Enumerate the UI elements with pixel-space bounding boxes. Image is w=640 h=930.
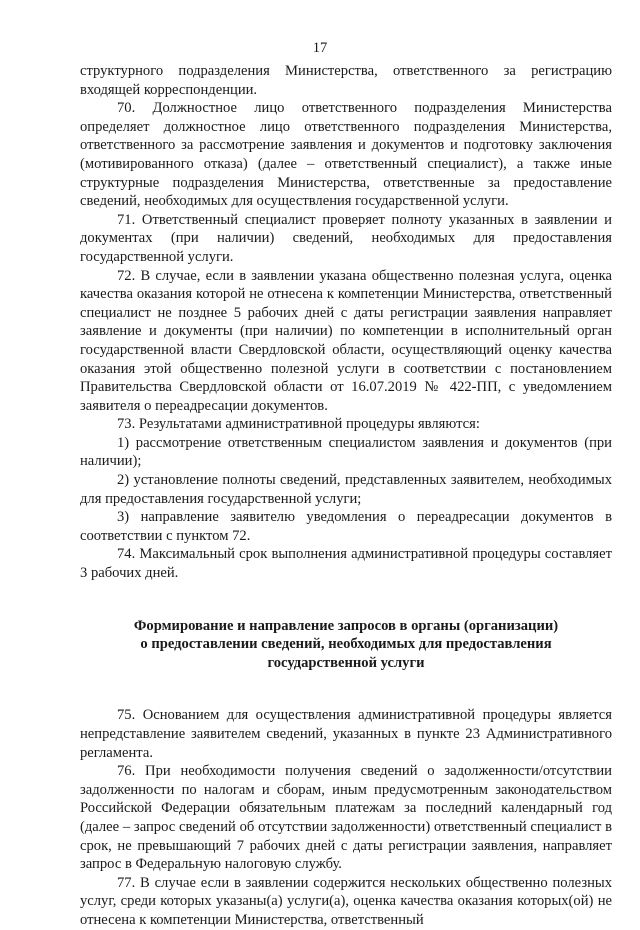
list-item-2: 2) установление полноты сведений, представленных заявителем, необходимых для предоставления государственной услуги; <box>80 472 612 507</box>
list-item-1: 1) рассмотрение ответственным специалистом заявления и документов (при наличии); <box>80 434 612 470</box>
paragraph-75: 75. Основанием для осуществления административной процедуры является непредставление заявителем сведений, указанных в пункте 23 Административного регламента. <box>80 707 612 761</box>
section-heading-line-1: Формирование и направление запросов в органы (организации) <box>133 617 559 634</box>
page-number: 17 <box>312 40 328 56</box>
paragraph-73: 73. Результатами административной процедуры являются: <box>117 416 480 433</box>
section-heading-line-3: государственной услуги <box>267 654 425 671</box>
paragraph-77: 77. В случае если в заявлении содержится нескольких общественно полезных услуг, среди которых указаны(а) услуги(а), оценка качества оказания которых(ой) не отнесена к компетенции Министерства, ответственный <box>80 874 612 928</box>
section-heading <box>80 617 612 673</box>
section-heading-line-2: о предоставлении сведений, необходимых для предоставления <box>140 636 552 653</box>
document-body <box>80 62 612 930</box>
paragraph-continuation: структурного подразделения Министерства, ответственного за регистрацию входящей корреспонденции. <box>80 63 612 98</box>
paragraph-76: 76. При необходимости получения сведений о задолженности/отсутствии задолженности по налогам и сборам, иным предусмотренным законодательством Российской Федерации обязательным платежам за последний календарный год (далее – запрос сведений об отсутствии задолженности) ответственный специалист в срок, не превышающий 7 рабочих дней с даты регистрации заявления, направляет запрос в Федеральную налоговую службу. <box>80 763 612 873</box>
list-item-3: 3) направление заявителю уведомления о переадресации документов в соответствии с пунктом 72. <box>80 509 612 544</box>
paragraph-72: 72. В случае, если в заявлении указана общественно полезная услуга, оценка качества оказания которой не отнесена к компетенции Министерства, ответственный специалист не позднее 5 рабочих дней с даты регистрации заявления направляет заявление и документы (при наличии) по компетенции в исполнительный орган государственной власти Свердловской области, осуществляющий оценку качества оказания этой общественно полезной услуги в соответствии с постановлением Правительства Свердловской области от 16.07.2019 № 422-ПП, с уведомлением заявителя о переадресации документов. <box>80 267 612 414</box>
paragraph-70: 70. Должностное лицо ответственного подразделения Министерства определяет должностное лицо ответственного подразделения Министерства, ответственного за рассмотрение заявления и документов и подготовку заключения (мотивированного отказа) (далее – ответственный специалист), а также иные структурные подразделения Министерства, ответственные за предоставление сведений, необходимых для осуществления государственной услуги. <box>80 100 612 210</box>
paragraph-74: 74. Максимальный срок выполнения административной процедуры составляет 3 рабочих дней. <box>80 546 612 582</box>
paragraph-71: 71. Ответственный специалист проверяет полноту указанных в заявлении и документах (при наличии) сведений, необходимых для предоставления государственной услуги. <box>80 211 612 265</box>
